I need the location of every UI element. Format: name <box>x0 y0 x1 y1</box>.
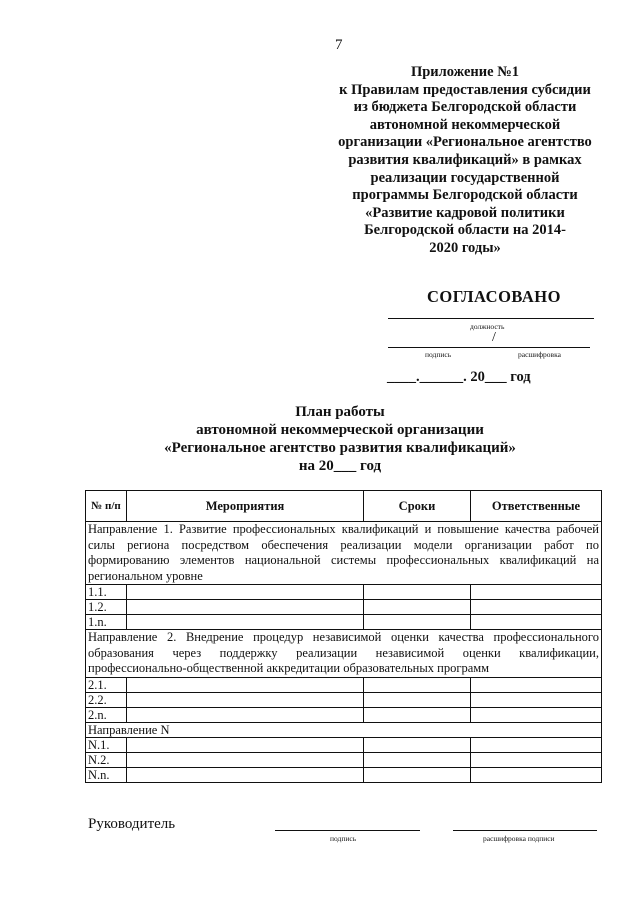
head-label: Руководитель <box>88 816 176 832</box>
appendix-line: реализации государственной <box>370 169 560 186</box>
approval-date: ____.______. 20___ год <box>387 369 531 385</box>
row-number: 2.2. <box>86 692 127 707</box>
direction-text: Направление 1. Развитие профессиональных квалификаций и повышение качества рабочей силы региона посредством обеспечения реализации модели организации работ по формированию элементов национальной системы профессиональных квалификаций на региональном уровне <box>86 522 602 585</box>
appendix-line: организации «Региональное агентство <box>338 134 592 151</box>
cell-events <box>127 585 364 600</box>
appendix-line: Белгородской области на 2014- <box>364 222 566 239</box>
approval-title: СОГЛАСОВАНО <box>427 287 561 306</box>
cell-responsible <box>471 677 602 692</box>
row-number: N.n. <box>86 767 127 782</box>
cell-deadlines <box>364 615 471 630</box>
position-caption: должность <box>470 322 505 331</box>
cell-events <box>127 615 364 630</box>
slash-separator: / <box>492 330 496 345</box>
plan-title-line: автономной некоммерческой организации <box>196 422 484 438</box>
table-row <box>86 677 602 692</box>
appendix-header <box>300 64 630 258</box>
cell-responsible <box>471 752 602 767</box>
plan-title <box>120 403 560 475</box>
direction-text: Направление N <box>86 722 602 737</box>
decoding-caption: расшифровка <box>518 350 561 359</box>
cell-deadlines <box>364 600 471 615</box>
header-responsible: Ответственные <box>471 491 602 522</box>
plan-title-line: на 20___ год <box>298 458 382 474</box>
table-row <box>86 585 602 600</box>
row-number: 1.n. <box>86 615 127 630</box>
signature-line <box>388 347 590 348</box>
cell-deadlines <box>364 585 471 600</box>
header-deadlines: Сроки <box>364 491 471 522</box>
cell-deadlines <box>364 767 471 782</box>
header-events: Мероприятия <box>127 491 364 522</box>
cell-events <box>127 600 364 615</box>
cell-responsible <box>471 767 602 782</box>
appendix-line: из бюджета Белгородской области <box>353 99 577 116</box>
cell-deadlines <box>364 677 471 692</box>
cell-deadlines <box>364 752 471 767</box>
appendix-line: автономной некоммерческой <box>369 116 561 133</box>
appendix-line: развития квалификаций» в рамках <box>348 151 582 168</box>
head-decoding-line <box>453 830 597 831</box>
cell-events <box>127 752 364 767</box>
position-line <box>388 318 594 319</box>
cell-deadlines <box>364 707 471 722</box>
table-row <box>86 767 602 782</box>
direction-row <box>86 722 602 737</box>
table-row <box>86 752 602 767</box>
row-number: 1.2. <box>86 600 127 615</box>
work-plan-table <box>85 490 602 783</box>
table-row <box>86 737 602 752</box>
row-number: 2.n. <box>86 707 127 722</box>
cell-events <box>127 692 364 707</box>
table-row <box>86 600 602 615</box>
signature-caption: подпись <box>425 350 452 359</box>
head-signature-line <box>275 830 420 831</box>
page-number: 7 <box>335 37 343 53</box>
appendix-line: Приложение №1 <box>410 64 520 80</box>
cell-events <box>127 707 364 722</box>
header-num: № п/п <box>86 491 127 522</box>
direction-row <box>86 630 602 678</box>
row-number: N.2. <box>86 752 127 767</box>
appendix-line: «Развитие кадровой политики <box>365 204 565 221</box>
direction-row <box>86 522 602 585</box>
cell-responsible <box>471 600 602 615</box>
cell-events <box>127 737 364 752</box>
appendix-line: программы Белгородской области <box>352 187 578 204</box>
cell-responsible <box>471 692 602 707</box>
cell-deadlines <box>364 737 471 752</box>
row-number: 2.1. <box>86 677 127 692</box>
table-row <box>86 707 602 722</box>
plan-title-line: «Региональное агентство развития квалификаций» <box>164 440 516 456</box>
head-decoding-caption: расшифровка подписи <box>483 834 555 843</box>
cell-deadlines <box>364 692 471 707</box>
cell-events <box>127 677 364 692</box>
appendix-line: 2020 годы» <box>429 239 501 256</box>
row-number: N.1. <box>86 737 127 752</box>
direction-text: Направление 2. Внедрение процедур независимой оценки качества профессионального образования через поддержку реализации независимой оценки квалификации, профессионально-общественной аккредитации образовательных программ <box>86 630 602 678</box>
cell-responsible <box>471 585 602 600</box>
cell-responsible <box>471 615 602 630</box>
table-row <box>86 615 602 630</box>
plan-title-line: План работы <box>295 404 385 420</box>
cell-events <box>127 767 364 782</box>
appendix-line: к Правилам предоставления субсидии <box>339 81 591 98</box>
table-row <box>86 692 602 707</box>
table-header-row <box>86 491 602 522</box>
cell-responsible <box>471 707 602 722</box>
cell-responsible <box>471 737 602 752</box>
head-signature-caption: подпись <box>330 834 357 843</box>
row-number: 1.1. <box>86 585 127 600</box>
